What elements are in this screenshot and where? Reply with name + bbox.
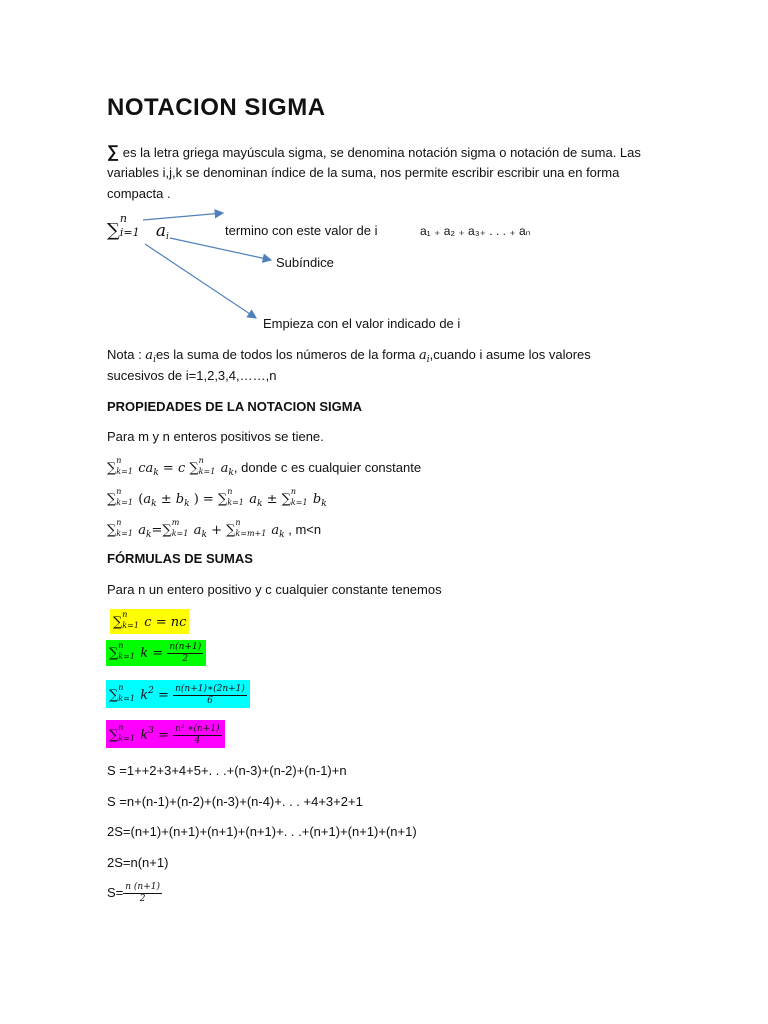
proof-line-1: S =1++2+3+4+5+. . .+(n-3)+(n-2)+(n-1)+n [107,763,347,778]
intro-line-2: variables i,j,k se denominan índice de la suma, nos permite escribir escribir una en forma [107,165,620,180]
formula-sum-k-cubed [106,720,225,748]
highlight-cyan: ∑ n k=1 $k^2$ = $\frac{n(n+1)∗(2n+1)}{6}$ [106,680,250,708]
sigma-expression: ∑ n i=1 $a_i$ [107,212,169,242]
proof-line-3: 2S=(n+1)+(n+1)+(n+1)+(n+1)+. . .+(n+1)+(n+1)+(n+1) [107,824,417,839]
label-final-value: termino con este valor de i [225,223,378,238]
arrow-final [143,213,223,220]
proof-line-5: S= $\frac{n (n+1)}{2}$ [107,882,161,905]
sigma-symbol: ∑ [107,142,120,161]
intro-text-1: es la letra griega mayúscula sigma, se denomina notación sigma o notación de suma. Las [122,145,641,160]
formulas-heading: FÓRMULAS DE SUMAS [107,551,253,566]
nota-line-1: Nota : $a_ies$ la suma de todos los números de la forma $a_i,cuando$ i asume los valores [107,347,591,365]
label-start: Empieza con el valor indicado de i [263,316,461,331]
highlight-green: ∑ n k=1 k = $\frac{n(n+1)}{2}$ [106,640,206,666]
intro-line-3: compacta . [107,186,171,201]
label-subindex: Subíndice [276,255,334,270]
formula-sum-constant [110,609,189,634]
property-2: ∑ n k=1 ($a_k \pm b_k$ ) = ∑ n k=1 $a_k$ ± ∑ n k=1 $b_k$ [107,487,327,509]
highlight-yellow: ∑ n k=1 c = nc [110,609,189,634]
formulas-intro: Para n un entero positivo y c cualquier constante tenemos [107,582,442,597]
arrow-subindex [170,238,271,260]
formula-sum-k-squared [106,680,250,708]
properties-intro: Para m y n enteros positivos se tiene. [107,429,324,444]
properties-heading: PROPIEDADES DE LA NOTACION SIGMA [107,399,362,414]
nota-line-2: sucesivos de i=1,2,3,4,……,n [107,368,277,383]
formula-sum-k [106,640,206,666]
property-3: ∑ n k=1 $a_k=\sum$ m k=1 $a_k$ + ∑ n k=m+1 $a_k$ , m<n [107,518,322,540]
arrow-start [145,244,256,318]
proof-line-2: S =n+(n-1)+(n-2)+(n-3)+(n-4)+. . . +4+3+2+1 [107,794,363,809]
property-1: ∑ n k=1 $ca_k = c$ ∑ n k=1 $a_k$, donde c es cualquier constante [107,456,422,478]
proof-line-4: 2S=n(n+1) [107,855,169,870]
expansion: a₁ ₊ a₂ ₊ a₃₊ . . . ₊ aₙ [420,224,531,238]
page-title: NOTACION SIGMA [107,94,326,121]
highlight-magenta: ∑ n k=1 $k^3$ = $\frac{\text{n² ∗(n+1)}}{4}$ [106,720,225,748]
